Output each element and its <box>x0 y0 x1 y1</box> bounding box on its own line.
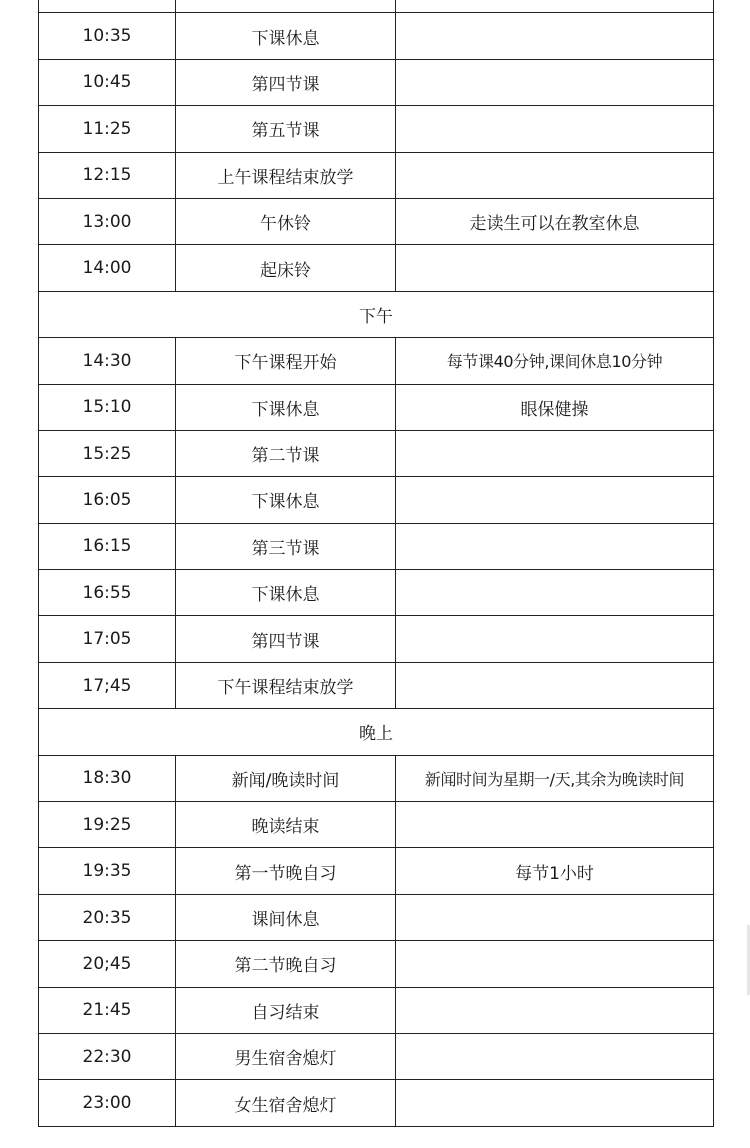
schedule-row <box>39 59 714 105</box>
note-cell <box>396 13 714 59</box>
note-cell: 眼保健操 <box>396 384 714 430</box>
section-label: 晚上 <box>39 709 714 755</box>
note-cell <box>396 802 714 848</box>
note-cell: 走读生可以在教室休息 <box>396 198 714 244</box>
time-cell: 19:25 <box>39 802 176 848</box>
event-cell: 第四节课 <box>176 59 396 105</box>
event-cell: 新闻/晚读时间 <box>176 755 396 801</box>
event-cell <box>176 0 396 13</box>
event-cell: 起床铃 <box>176 245 396 291</box>
schedule-row <box>39 106 714 152</box>
event-cell: 下课休息 <box>176 570 396 616</box>
event-cell: 上午课程结束放学 <box>176 152 396 198</box>
time-cell: 11:25 <box>39 106 176 152</box>
section-header-row <box>39 709 714 755</box>
time-cell: 20;45 <box>39 941 176 987</box>
event-cell: 课间休息 <box>176 894 396 940</box>
schedule-row <box>39 13 714 59</box>
schedule-row <box>39 338 714 384</box>
schedule-row <box>39 802 714 848</box>
schedule-row <box>39 430 714 476</box>
time-cell: 20:35 <box>39 894 176 940</box>
time-cell: 16:55 <box>39 570 176 616</box>
note-cell <box>396 570 714 616</box>
time-cell: 18:30 <box>39 755 176 801</box>
note-cell <box>396 616 714 662</box>
note-cell: 新闻时间为星期一/天,其余为晚读时间 <box>396 755 714 801</box>
event-cell: 第一节晚自习 <box>176 848 396 894</box>
event-cell: 午休铃 <box>176 198 396 244</box>
time-cell: 10:45 <box>39 59 176 105</box>
note-cell <box>396 477 714 523</box>
time-cell: 19:35 <box>39 848 176 894</box>
section-header-row <box>39 291 714 337</box>
time-cell: 14:30 <box>39 338 176 384</box>
schedule-table <box>38 0 714 1127</box>
schedule-row <box>39 523 714 569</box>
schedule-row <box>39 616 714 662</box>
time-cell: 21:45 <box>39 987 176 1033</box>
note-cell <box>396 1080 714 1126</box>
schedule-row <box>39 245 714 291</box>
schedule-row <box>39 941 714 987</box>
schedule-row <box>39 152 714 198</box>
schedule-container <box>38 0 713 1127</box>
time-cell: 10:35 <box>39 13 176 59</box>
time-cell: 17:05 <box>39 616 176 662</box>
schedule-row <box>39 0 714 13</box>
event-cell: 下课休息 <box>176 384 396 430</box>
time-cell: 17;45 <box>39 662 176 708</box>
note-cell <box>396 941 714 987</box>
time-cell: 22:30 <box>39 1033 176 1079</box>
schedule-row <box>39 570 714 616</box>
note-cell <box>396 894 714 940</box>
schedule-body <box>39 0 714 1126</box>
event-cell: 第四节课 <box>176 616 396 662</box>
note-cell <box>396 59 714 105</box>
event-cell: 男生宿舍熄灯 <box>176 1033 396 1079</box>
time-cell: 13:00 <box>39 198 176 244</box>
event-cell: 下午课程结束放学 <box>176 662 396 708</box>
note-cell: 每节课40分钟,课间休息10分钟 <box>396 338 714 384</box>
time-cell: 16:05 <box>39 477 176 523</box>
event-cell: 女生宿舍熄灯 <box>176 1080 396 1126</box>
event-cell: 下午课程开始 <box>176 338 396 384</box>
time-cell <box>39 0 176 13</box>
note-cell <box>396 245 714 291</box>
time-cell: 15:10 <box>39 384 176 430</box>
note-cell <box>396 662 714 708</box>
schedule-row <box>39 198 714 244</box>
schedule-row <box>39 1080 714 1126</box>
schedule-row <box>39 662 714 708</box>
schedule-row <box>39 755 714 801</box>
time-cell: 23:00 <box>39 1080 176 1126</box>
note-cell <box>396 1033 714 1079</box>
time-cell: 12:15 <box>39 152 176 198</box>
event-cell: 下课休息 <box>176 477 396 523</box>
note-cell <box>396 106 714 152</box>
section-label: 下午 <box>39 291 714 337</box>
event-cell: 自习结束 <box>176 987 396 1033</box>
note-cell <box>396 0 714 13</box>
time-cell: 15:25 <box>39 430 176 476</box>
event-cell: 晚读结束 <box>176 802 396 848</box>
schedule-row <box>39 1033 714 1079</box>
schedule-row <box>39 384 714 430</box>
schedule-row <box>39 477 714 523</box>
note-cell <box>396 152 714 198</box>
note-cell <box>396 987 714 1033</box>
schedule-row <box>39 894 714 940</box>
time-cell: 16:15 <box>39 523 176 569</box>
event-cell: 第二节课 <box>176 430 396 476</box>
note-cell: 每节1小时 <box>396 848 714 894</box>
note-cell <box>396 523 714 569</box>
event-cell: 第二节晚自习 <box>176 941 396 987</box>
schedule-row <box>39 987 714 1033</box>
time-cell: 14:00 <box>39 245 176 291</box>
schedule-row <box>39 848 714 894</box>
note-cell <box>396 430 714 476</box>
event-cell: 第五节课 <box>176 106 396 152</box>
event-cell: 第三节课 <box>176 523 396 569</box>
event-cell: 下课休息 <box>176 13 396 59</box>
